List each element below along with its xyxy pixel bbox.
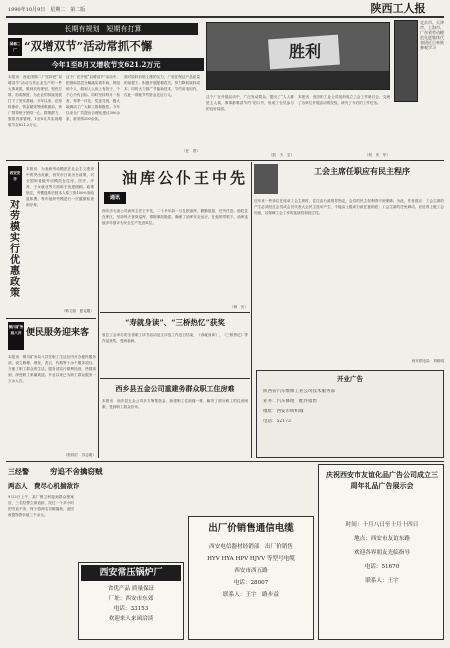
date-line: 1990年10月9日 星期二 第二版 xyxy=(8,7,86,13)
cable-line-3: 西安市西五路 xyxy=(234,568,268,574)
labor-model-headline: 对劳模实行优惠政策 xyxy=(10,200,20,299)
top-kicker: 长期有规划 短期有打算 xyxy=(8,23,198,35)
boiler-line-1: 省优产品 质量保证 xyxy=(107,586,155,592)
top-right-item2: 本报讯 省纺织工业公司组织成立工会工作研讨会，交流了各单位开展活动的经验，研究了今后的工作任务。 xyxy=(298,95,390,105)
second-body: 省总工会举办的全省职工读书活动征文评选工作近日结束，《寿就身读》、《三桥热忆》等作品获奖，受到表彰。 xyxy=(102,333,248,343)
expo-ad xyxy=(318,464,444,640)
feature-body: 西安市石油公司油库主任王中先，二十多年如一日扎根油库，勤勤恳恳，任劳任怨。他吃住在库区，坚持每天查岗巡库，排除事故隐患，确保了油库安全运行。在他的带领下，油库连续多年被评为安全生产先进单位。 xyxy=(102,209,248,225)
divider-h5 xyxy=(6,461,444,462)
top-banner: 今年1至8月又增收节支621.2万元 xyxy=(8,58,204,71)
divider-h2 xyxy=(6,318,96,319)
expo-line-4: 电话：51670 xyxy=(364,564,400,570)
masthead: 陕西工人报 xyxy=(370,2,426,15)
cable-line-4: 电话：28007 xyxy=(233,580,269,586)
notice-line-4: 电话：52173 xyxy=(263,419,291,424)
boiler-line-3: 电话：33153 xyxy=(113,606,149,612)
divider-v1 xyxy=(98,162,99,458)
cable-line-2: HYV HYA HPV HJVV 等型号电缆 xyxy=(207,556,295,562)
header-rule xyxy=(6,16,444,18)
top-story-col2: 这个厂在开展“双增双节”活动中，把指标层层分解落实到车间、班组和个人，做到人人肩上有担子，个个心中有目标。同时坚持每月一检查，每季一评比，奖惩兑现，极大地调动了广大职工的积极性。今年以来全厂共提出合理化建议300余条，被采纳200余条。 xyxy=(66,75,120,121)
expo-line-3: 欢迎各界朋友光临指导 xyxy=(354,550,410,556)
police-body: 9月2日上午，某厂保卫科接到群众报案后，三名经警立即追踪，经过一个多小时的穷追不舍，终于将两名窃贼擒获，追回被盗物资价值三千余元。 xyxy=(8,495,74,517)
top-right-item1-sign: （凯 天 宝） xyxy=(268,153,294,157)
convenience-body: 本报讯 铜川矿务局八井在职工生活区内开办便民服务部，设立修理、理发、洗衣、代购等十余个服务项目，方便了职工群众的生活。服务部实行微利经营，热情周到，深受职工家属欢迎。开业以来已为职工群众服务一万余人次。 xyxy=(8,355,96,383)
boiler-line-4: 欢迎来人来函洽谈 xyxy=(108,616,154,622)
divider-h1 xyxy=(6,160,444,161)
union-body: 近年来一些单位在选举工会主席时，往往由行政领导指定，会员的民主权利得不到保障。为此，作者建议：工会主席的产生必须经过会员或会员代表大会民主选举产生，不能由上级或行政任意指派；工会主席的任免调动，应征得上级工会同意，以保障工会工作的连续性和独立性。 xyxy=(254,199,444,215)
vertical-side-text: 北京市、天津市、上海市、广东省劳动模范先进集体代表团近日来陕参观学习 xyxy=(420,20,444,50)
feature-tag: 通讯 xyxy=(104,192,126,204)
side-photo xyxy=(394,20,418,102)
expo-ad-title: 庆祝西安市友谊化品广告公司成立三周年礼品广告展示会 xyxy=(326,470,438,490)
top-story-signoff: （任 郑） xyxy=(182,149,200,153)
tongchuan-tag: 铜川矿务局八井 xyxy=(8,322,24,350)
divider-h4 xyxy=(100,378,250,379)
cartoon-label: 胜利 xyxy=(288,42,321,61)
police-headline-a: 穷追不舍擒窃贼 xyxy=(50,467,103,476)
third-title: 西乡县五金公司重建务群众职工住房难 xyxy=(115,384,235,393)
factory-tag: 国棉二厂 xyxy=(8,38,22,56)
expo-line-5: 联系人：王宇 xyxy=(365,578,399,584)
convenience-sign: （郭伟宏 苏志明） xyxy=(63,453,96,457)
boiler-name: 西安常压锅炉厂 xyxy=(81,565,181,581)
police-headline-b: 两态人 费尽心机揣敌诈 xyxy=(8,482,80,490)
cable-line-1: 西安电信器材经销部 出厂价销售 xyxy=(209,544,293,550)
labor-model-body: 本报讯 为表彰劳动模范在社会主义建设中的突出贡献，西安市日前出台政策，对全国和省级劳动模范在住房、医疗、疗养、子女就业等方面给予优惠照顾。政策规定，劳模退休后按本人原工资100%发给退休费，每年组织劳模进行一次健康检查和疗养。 xyxy=(26,167,94,207)
notice-line-2: 业务：汽车修理 配件销售 xyxy=(263,399,317,404)
notice-title: 开业广告 xyxy=(337,375,363,383)
expo-line-1: 时间：十月八日至十月十四日 xyxy=(345,522,419,528)
cable-ad-title: 出厂价销售通信电缆 xyxy=(208,523,294,534)
police-tag: 三经警 xyxy=(8,467,29,476)
top-right-item1: 这个厂在开展活动中，广泛发动群众，提出了“人人都是主人翁，事事都要讲节约”的口号，形成了全员参与的良好局面。 xyxy=(206,95,294,111)
labor-model-sign: （韩文瑞 夏克服） xyxy=(61,309,94,313)
union-headline: 工会主席任职应有民主程序 xyxy=(314,166,410,176)
top-story-col3: 面对原料价格上涨的压力，厂里在保证产品质量的前提下，积极开展配棉攻关，努力降低原料成本；同时大力推广节能新技术，节约用电用汽，仅此一项就节约资金近百万元。 xyxy=(124,75,200,97)
divider-h3 xyxy=(100,312,250,313)
union-photo xyxy=(254,164,278,194)
cable-ad xyxy=(188,516,314,640)
top-headline: “双增双节”活动常抓不懈 xyxy=(24,39,153,53)
feature-title: 油库公仆王中先 xyxy=(121,169,248,187)
top-right-item2-sign: （何 庆 华） xyxy=(364,153,390,157)
divider-v2 xyxy=(251,162,252,458)
union-author: 西安供电局 刘树明 xyxy=(411,359,444,363)
convenience-headline: 便民服务迎来客 xyxy=(26,328,90,338)
notice-line-3: 地址：西安市纺织城 xyxy=(263,409,304,414)
expo-line-2: 地点：西安市友谊东路 xyxy=(354,536,410,542)
notice-line-1: 陕西省汽车维修工业公司技术服务部 xyxy=(263,389,335,394)
crowd-shape xyxy=(207,71,390,90)
third-body: 本报讯 西乡县五金公司多方筹集资金，新建职工住宿楼一栋，解决了部分职工的住房困难，受到职工群众好评。 xyxy=(102,399,248,409)
second-title: “寿就身读”、“三桥热忆”获奖 xyxy=(125,318,225,327)
top-story-col1: 本报讯 西北国棉二厂坚持把“双增双节”活动当作企业生产的一件大事来抓，做到长有规划，短有打算，形成制度，为企业的持续发展打下了坚实基础。今年以来，在原料涨价，资金紧张等困难面前，该厂领导班子团结一心，群策群力，狠抓内部管理，1至8月共实现增收节支621.2万元。 xyxy=(8,75,62,127)
cartoon-image xyxy=(206,22,390,90)
notice-box xyxy=(256,370,444,458)
feature-author: （杨 庆） xyxy=(230,305,248,309)
xian-tag: 西安安市 xyxy=(8,166,22,196)
boiler-ad xyxy=(78,562,184,640)
boiler-line-2: 厂址：西安市东郊 xyxy=(108,596,154,602)
cable-line-5: 联系人：王宇 路步益 xyxy=(223,592,279,598)
